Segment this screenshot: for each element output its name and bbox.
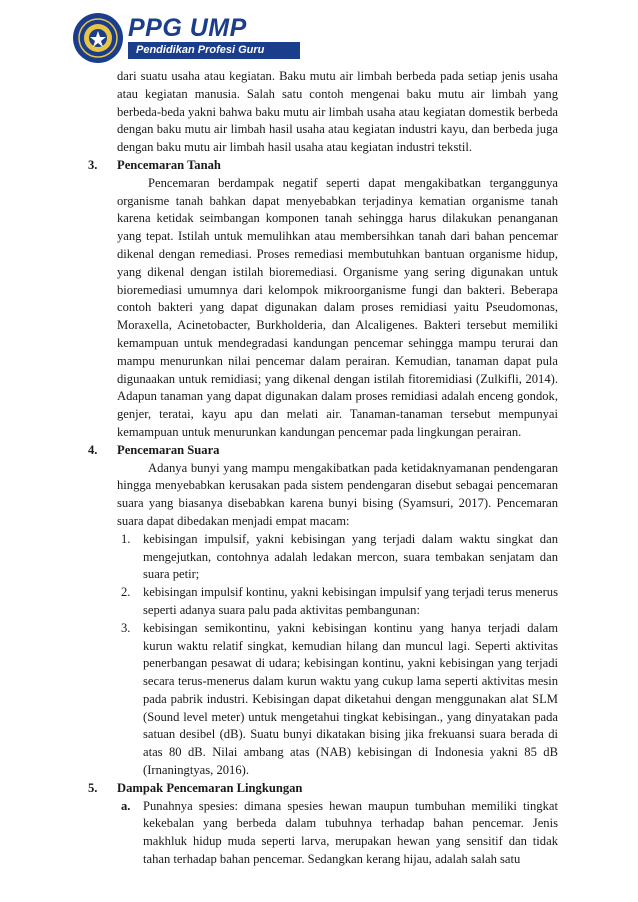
numbered-list — [88, 531, 558, 780]
section-title: Dampak Pencemaran Lingkungan — [117, 780, 303, 795]
section-heading — [88, 157, 558, 175]
list-number: 2. — [121, 585, 131, 600]
section-paragraph: Pencemaran berdampak negatif seperti dapat mengakibatkan terganggunya organisme tanah bahkan dapat menyebabkan terjadinya kematian organisme tanah karena ketidak seimbangan komponen tanah sehingga harus dilakukan penanganan yang tepat. Istilah untuk memulihkan atau membersihkan tanah dari bahan pencemar dikenal dengan remediasi. Proses remediasi membutuhkan bantuan organisme hidup, yang dikenal dengan istilah bioremediasi. Organisme yang sering digunakan untuk bioremediasi umumnya dari kelompok mikroorganisme fungi dan bakteri. Beberapa contoh bakteri yang dapat digunakan dalam proses remidiasi yaitu Pseudomonas, Moraxella, Acinetobacter, Burkholderia, dan Alcaligenes. Bakteri tersebut memiliki kemampuan untuk mendegradasi kandungan pencemar sehingga mampu terurai dan mampu menurunkan nilai pencemar dalam perairan. Kemudian, tanaman dapat pula digunaakan untuk remidiasi; yang dikenal dengan istilah fitoremidiasi (Zulkifli, 2014). Adapun tanaman yang dapat digunakan dalam proses remidiasi adalah enceng gondok, genjer, teratai, kayu apu dan melati air. Tanaman-tanaman tersebut mempunyai kemampuan untuk menurunkan kandungan pencemar pada lingkungan perairan. — [117, 175, 558, 439]
section-title: Pencemaran Suara — [117, 442, 220, 457]
list-number: 3. — [121, 620, 131, 635]
list-text: kebisingan impulsif kontinu, yakni kebisingan impulsif yang terjadi terus menerus seperti adanya suara palu pada aktivitas pembangunan: — [143, 585, 558, 617]
list-item — [117, 798, 558, 869]
brand-subtitle: Pendidikan Profesi Guru — [128, 42, 300, 59]
section-number: 5. — [88, 780, 98, 795]
list-text: kebisingan impulsif, yakni kebisingan yang terjadi dalam waktu singkat dan mengejutkan, contohnya adalah ledakan mercon, suara tembakan senjatam dan suara petir; — [143, 531, 558, 582]
section-title: Pencemaran Tanah — [117, 157, 221, 172]
section-number: 4. — [88, 442, 98, 457]
lettered-list — [88, 798, 558, 869]
list-letter: a. — [121, 798, 131, 813]
section-number: 3. — [88, 157, 98, 172]
list-item — [117, 620, 558, 780]
section-paragraph: Adanya bunyi yang mampu mengakibatkan pada ketidaknyamanan pendengaran hingga menyebabkan kerusakan pada sistem pendengaran disebut sebagai pencemaran suara yang biasanya disebabkan karena bunyi bising (Syamsuri, 2017). Pencemaran suara dapat dibedakan menjadi empat macam: — [117, 460, 558, 528]
list-item — [117, 584, 558, 620]
section-heading — [88, 442, 558, 460]
section-heading — [88, 780, 558, 798]
brand-title: PPG UMP — [128, 14, 247, 42]
list-number: 1. — [121, 531, 131, 546]
list-text: Punahnya spesies: dimana spesies hewan maupun tumbuhan memiliki tingkat kekebalan yang berbeda dalam tubuhnya terhadap bahan pencemar. Jenis makhluk hidup muda seperti larva, merupakan hewan yang sensitif dan tidak tahan terhadap bahan pencemar. Sedangkan kerang hijau, adalah salah satu — [143, 798, 558, 867]
intro-paragraph: dari suatu usaha atau kegiatan. Baku mutu air limbah berbeda pada setiap jenis usaha atau kegiatan manusia. Salah satu contoh mengenai baku mutu air limbah yang berbeda-beda yakni bahwa baku mutu air limbah usaha atau kegiatan domestik berbeda dengan baku mutu air limbah hasil usaha atau kegiatan industri kayu, dan berbeda juga dengan baku mutu air limbah hasil usaha atau kegiatan industri tekstil. — [117, 69, 558, 155]
ump-logo-icon — [72, 12, 124, 64]
list-text: kebisingan semikontinu, yakni kebisingan kontinu yang hanya terjadi dalam kurun waktu relatif singkat, kemudian hilang dan muncul lagi. Seperti aktivitas penerbangan pesawat di udara; kebisingan kontinu, yakni kebisingan yang terjadi secara terus-menerus dalam kurun waktu yang cukup lama seperti aktivitas mesin pada pabrik industri. Kebisingan dapat diketahui dengan menggunakan alat SLM (Sound level meter) untuk mengetahui tingkat kebisingan., yang dinyatakan pada satuan desibel (dB). Suatu bunyi dikatakan bising jika frekuansi suara berada di atas 80 dB. Nilai ambang atas (NAB) kebisingan di Indonesia yakni 85 dB (Irnaningtyas, 2016). — [143, 620, 558, 778]
list-item — [117, 531, 558, 584]
document-body — [88, 68, 558, 869]
page-header — [72, 12, 312, 64]
